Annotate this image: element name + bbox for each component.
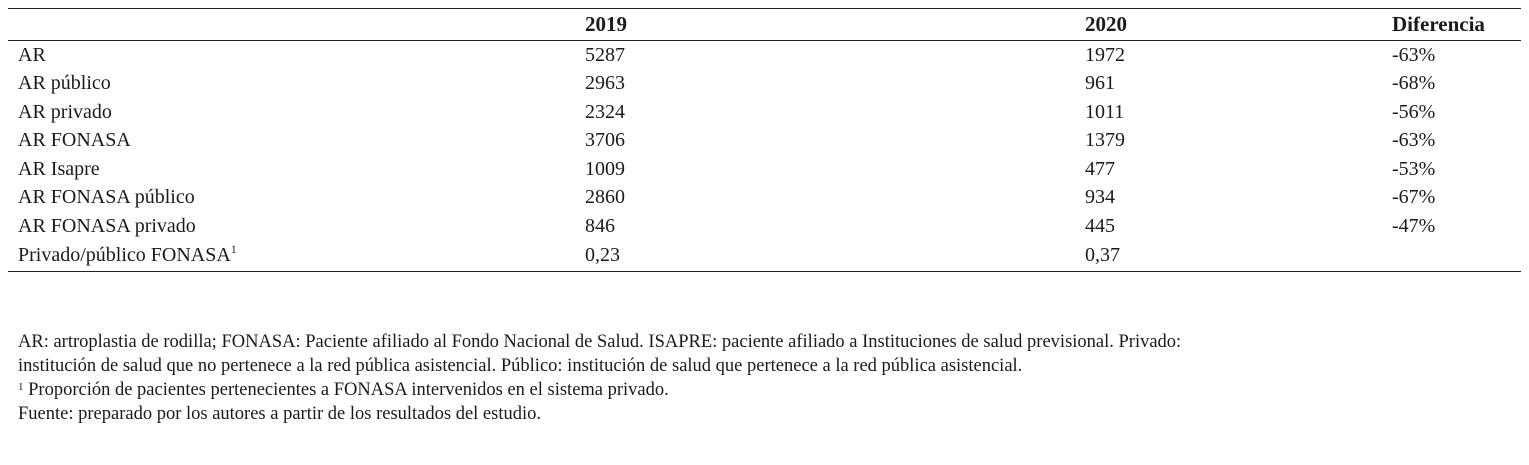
value-diferencia: -67%	[1392, 186, 1436, 209]
value-2020: 934	[1085, 186, 1115, 209]
row-label: AR público	[18, 72, 111, 95]
footnote	[18, 378, 1518, 402]
row-label-text: Privado/público FONASA	[18, 244, 231, 266]
value-diferencia: -63%	[1392, 43, 1436, 66]
data-table-container	[8, 8, 1521, 272]
row-label: AR Isapre	[18, 157, 100, 180]
table-row	[8, 155, 1521, 184]
table-header-row	[8, 9, 1521, 41]
value-2019: 0,23	[585, 244, 620, 266]
abbreviations-line-1: AR: artroplastia de rodilla; FONASA: Paciente afiliado al Fondo Nacional de Salud. ISAPRE: paciente afiliado a Instituciones de salud previsional. Privado:	[18, 332, 1182, 352]
header-diferencia: Diferencia	[1392, 12, 1485, 36]
table-row	[8, 41, 1521, 70]
header-2020: 2020	[1085, 12, 1127, 36]
table-row	[8, 70, 1521, 99]
value-2019: 2963	[585, 72, 625, 95]
table-row	[8, 241, 1521, 272]
value-2020: 1011	[1085, 100, 1125, 123]
table-row	[8, 127, 1521, 156]
results-table	[8, 8, 1521, 272]
value-2020: 1972	[1085, 43, 1125, 66]
footnote-number: 1	[18, 381, 24, 393]
value-2019: 1009	[585, 157, 625, 180]
value-diferencia: -56%	[1392, 100, 1436, 123]
row-label: AR privado	[18, 100, 112, 123]
table-row	[8, 184, 1521, 213]
row-label: AR	[18, 43, 46, 66]
table-row	[8, 98, 1521, 127]
value-2019: 5287	[585, 43, 625, 66]
row-label: AR FONASA privado	[18, 214, 196, 237]
value-2020: 445	[1085, 214, 1115, 237]
row-label: AR FONASA	[18, 129, 131, 152]
footnote-text: Proporción de pacientes pertenecientes a FONASA intervenidos en el sistema privado.	[23, 380, 669, 400]
value-diferencia	[1392, 241, 1521, 272]
abbreviations-note	[18, 330, 1518, 378]
value-diferencia: -47%	[1392, 214, 1436, 237]
table-row	[8, 212, 1521, 241]
value-diferencia: -68%	[1392, 72, 1436, 95]
value-diferencia: -53%	[1392, 157, 1436, 180]
table-notes	[18, 330, 1518, 426]
value-2020: 1379	[1085, 129, 1125, 152]
value-2020: 0,37	[1085, 244, 1120, 266]
value-2019: 2324	[585, 100, 625, 123]
footnote-marker: 1	[230, 242, 237, 256]
row-label: AR FONASA público	[18, 186, 195, 209]
row-label	[8, 241, 585, 272]
abbreviations-line-2: institución de salud que no pertenece a la red pública asistencial. Público: institución de salud que pertenece a la red pública asistencial.	[18, 356, 1023, 376]
value-diferencia: -63%	[1392, 129, 1436, 152]
value-2019: 2860	[585, 186, 625, 209]
value-2019: 846	[585, 214, 615, 237]
header-2019: 2019	[585, 12, 627, 36]
value-2020: 477	[1085, 157, 1115, 180]
value-2020: 961	[1085, 72, 1115, 95]
source-note: Fuente: preparado por los autores a partir de los resultados del estudio.	[18, 404, 541, 424]
header-label	[8, 9, 585, 41]
value-2019: 3706	[585, 129, 625, 152]
